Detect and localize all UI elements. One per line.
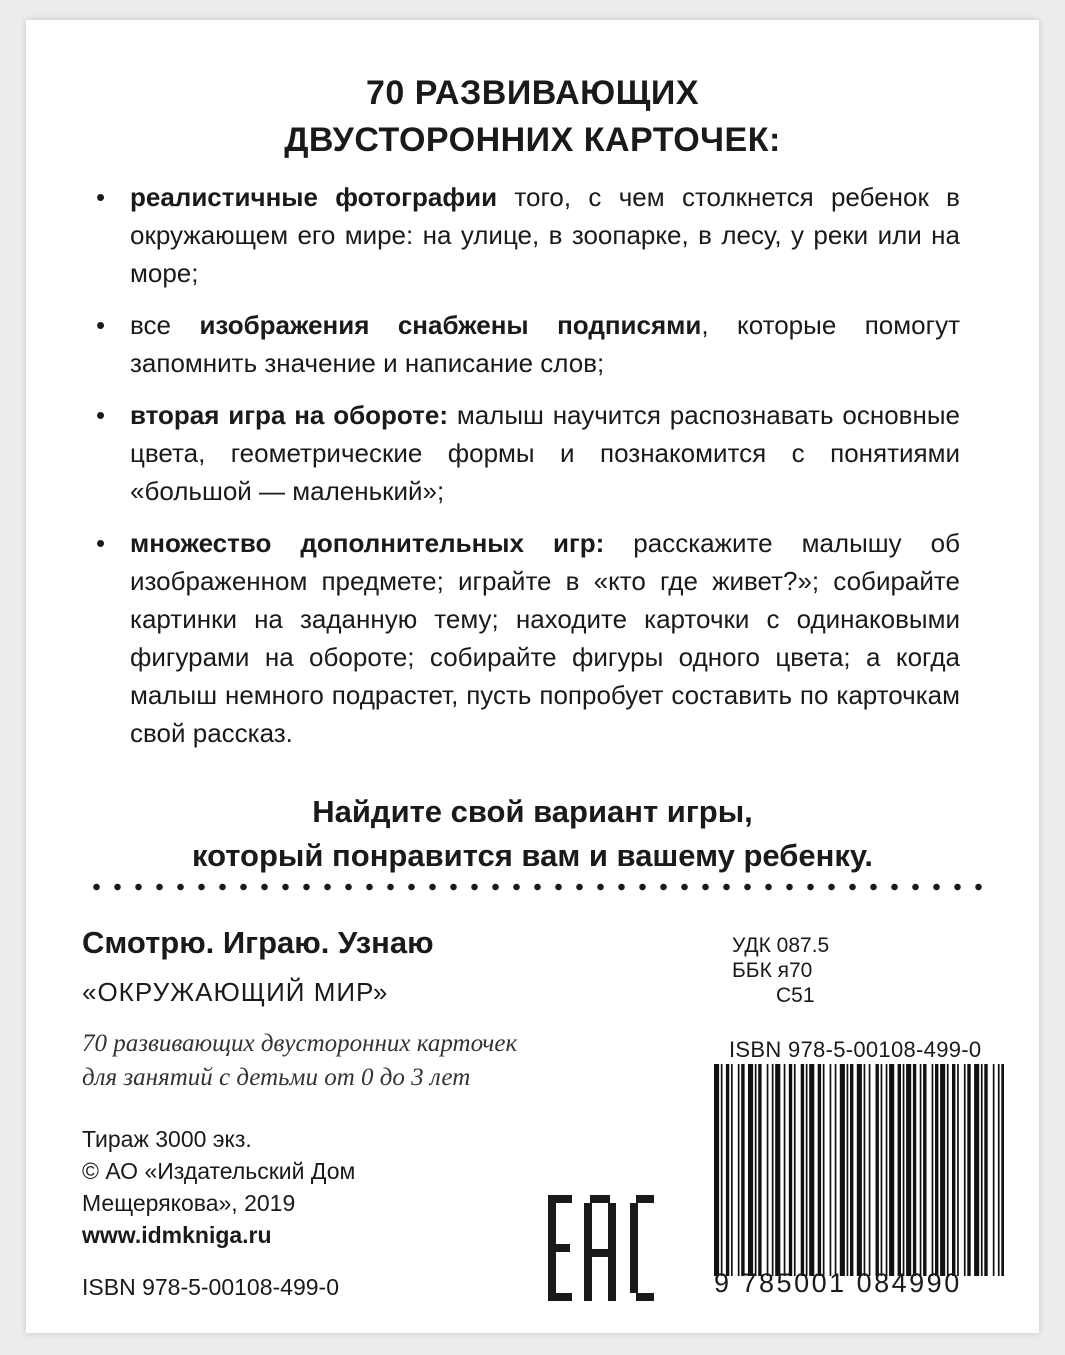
feature-text: , которые помогут запомнить значение и написание слов;: [130, 310, 960, 378]
barcode-bar: [940, 1064, 945, 1276]
barcode-bar: [993, 1064, 995, 1276]
heading-line-1: 70 РАЗВИВАЮЩИХ: [365, 74, 700, 112]
barcode-bar: [823, 1064, 825, 1276]
feature-item: [96, 396, 960, 510]
barcode-bar: [758, 1064, 761, 1276]
bbk-code: ББК я70: [732, 959, 813, 982]
barcode-bar: [869, 1064, 871, 1276]
barcode-bar: [818, 1064, 821, 1276]
feature-item: [96, 524, 960, 752]
barcode-bar: [850, 1064, 853, 1276]
barcode-bar: [840, 1064, 845, 1276]
cta-line-2: который понравится вам и вашему ребенку.: [191, 838, 874, 873]
cta-line-1: Найдите свой вариант игры,: [312, 794, 753, 829]
series-subtitle: «ОКРУЖАЮЩИЙ МИР»: [82, 977, 389, 1007]
barcode-bar: [806, 1064, 808, 1276]
barcode-bar: [920, 1064, 922, 1276]
barcode-bar: [847, 1064, 849, 1276]
barcode-bar: [876, 1064, 879, 1276]
book-back-cover: [26, 20, 1039, 1333]
barcode-bar: [886, 1064, 888, 1276]
barcode-bar: [889, 1064, 894, 1276]
feature-text: расскажите малышу об изображенном предмете; играйте в «кто где живет?»; собирайте картинки на заданную тему; находите карточки с одинаковыми фигурами на обороте; собирайте фигуры одного цвета; а когда малыш немного подрастет, пусть попробует составить по карточкам свой рассказ.: [130, 528, 960, 748]
feature-pre: все: [130, 310, 200, 340]
barcode-bar: [974, 1064, 979, 1276]
publisher-imprint: [82, 1123, 355, 1251]
heading-line-2: ДВУСТОРОННИХ КАРТОЧЕК:: [284, 121, 781, 159]
barcode-bar: [923, 1064, 926, 1276]
barcode-number: 9 785001 084990: [714, 1268, 962, 1298]
copyright-line-1: © АО «Издательский Дом: [82, 1158, 356, 1184]
feature-text: малыш научится распознавать основные цвета, геометрические формы и познакомится с понятиями «большой — маленький»;: [130, 400, 960, 506]
barcode-bar: [738, 1064, 740, 1276]
barcode-bar: [784, 1064, 786, 1276]
barcode-bar: [714, 1064, 719, 1276]
feature-item: [96, 306, 960, 382]
barcode-bar: [857, 1064, 862, 1276]
isbn-bottom: ISBN 978-5-00108-499-0: [82, 1274, 339, 1300]
series-description: [82, 1027, 642, 1095]
barcode-bar: [952, 1064, 955, 1276]
barcode-bar: [830, 1064, 832, 1276]
barcode-bar: [731, 1064, 733, 1276]
barcode-bar: [864, 1064, 866, 1276]
barcode-bar: [767, 1064, 769, 1276]
barcode-bar: [932, 1064, 934, 1276]
barcode-bar: [794, 1064, 796, 1276]
feature-item: [96, 178, 960, 292]
barcode-bar: [801, 1064, 804, 1276]
feature-bold: множество дополнительных игр:: [130, 528, 605, 558]
barcode-bar: [772, 1064, 774, 1276]
barcode-bar: [1001, 1064, 1004, 1276]
dotted-divider: [86, 882, 996, 892]
publisher-url[interactable]: www.idmkniga.ru: [82, 1222, 272, 1248]
barcode-bar: [957, 1064, 959, 1276]
barcode-bar: [903, 1064, 905, 1276]
classification-codes: [732, 933, 829, 1008]
barcode-bar: [741, 1064, 744, 1276]
call-to-action: [26, 790, 1039, 878]
barcode-bar: [775, 1064, 780, 1276]
barcode-bar: [881, 1064, 883, 1276]
barcode-bar: [947, 1064, 949, 1276]
barcode-bar: [898, 1064, 901, 1276]
barcode-bar: [755, 1064, 757, 1276]
print-run: Тираж 3000 экз.: [82, 1126, 252, 1152]
feature-bold: изображения снабжены подписями: [199, 310, 702, 340]
barcode-bar: [964, 1064, 966, 1276]
author-mark: С51: [776, 984, 815, 1007]
barcode-bar: [721, 1064, 723, 1276]
barcode-icon: [714, 1064, 1004, 1276]
description-line-1: 70 развивающих двусторонних карточек: [82, 1030, 518, 1057]
barcode-bar: [913, 1064, 916, 1276]
feature-bold: вторая игра на обороте:: [130, 400, 448, 430]
copyright-line-2: Мещерякова», 2019: [82, 1190, 296, 1216]
barcode-bar: [981, 1064, 983, 1276]
feature-bold: реалистичные фотографии: [130, 182, 498, 212]
cover-heading: [26, 70, 1039, 164]
barcode-bar: [726, 1064, 729, 1276]
barcode-bar: [967, 1064, 970, 1276]
feature-text: того, с чем столкнется ребенок в окружающем его мире: на улице, в зоопарке, в лесу, у реки или на море;: [130, 182, 960, 288]
barcode-bar: [809, 1064, 814, 1276]
barcode-bar: [998, 1064, 1000, 1276]
barcode-bar: [789, 1064, 792, 1276]
udk-code: УДК 087.5: [732, 934, 830, 957]
barcode-bar: [748, 1064, 753, 1276]
barcode-bar: [835, 1064, 837, 1276]
isbn-top: ISBN 978-5-00108-499-0: [729, 1037, 982, 1062]
eac-mark-icon: [546, 1193, 656, 1303]
series-title: Смотрю. Играю. Узнаю: [82, 925, 434, 960]
feature-list: [96, 178, 960, 766]
barcode-bar: [906, 1064, 911, 1276]
description-line-2: для занятий с детьми от 0 до 3 лет: [82, 1064, 471, 1091]
barcode-bar: [935, 1064, 938, 1276]
barcode-bar: [984, 1064, 987, 1276]
